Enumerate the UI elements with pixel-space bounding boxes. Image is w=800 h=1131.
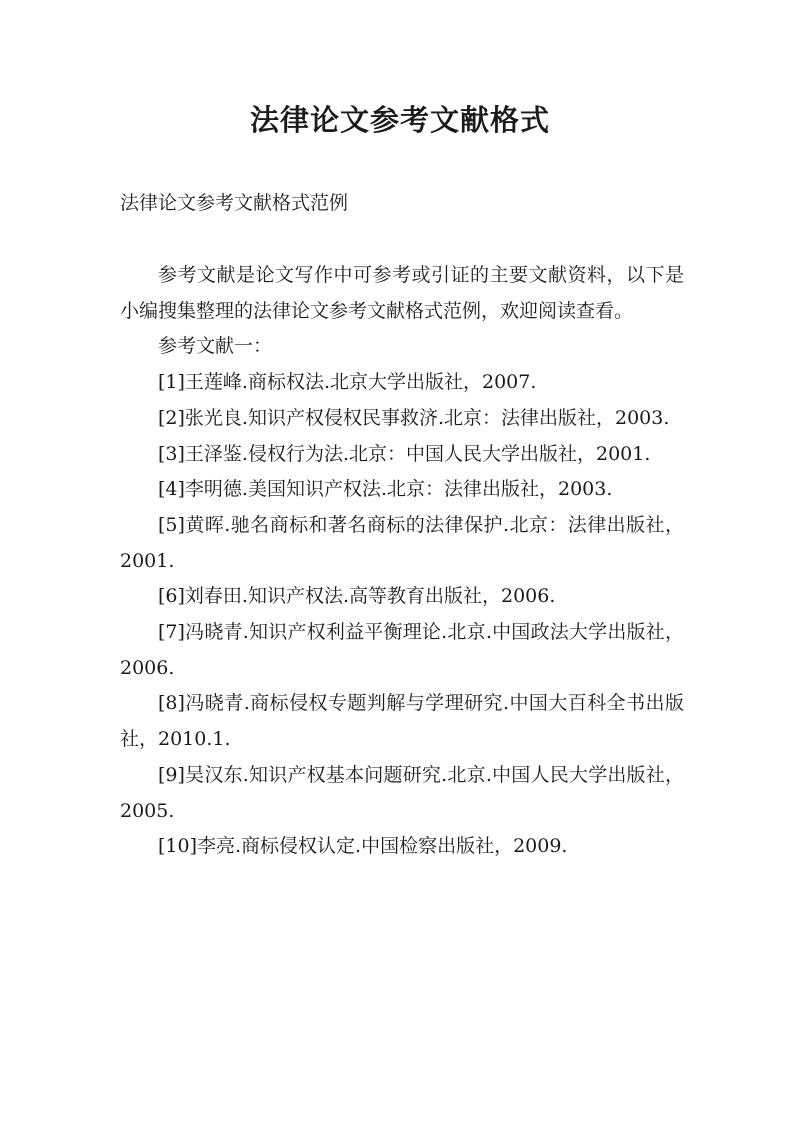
reference-item: [6]刘春田.知识产权法.高等教育出版社，2006.: [158, 585, 556, 608]
reference-item: [2]张光良.知识产权侵权民事救济.北京：法律出版社，2003.: [158, 406, 670, 429]
document-title: 法律论文参考文献格式: [249, 103, 550, 137]
document-subtitle: 法律论文参考文献格式范例: [120, 192, 349, 214]
reference-item: [5]黄晖.驰名商标和著名商标的法律保护.北京：法律出版社，2001.: [120, 513, 684, 572]
intro-paragraph: 参考文献是论文写作中可参考或引证的主要文献资料，以下是小编搜集整理的法律论文参考文献格式范例，欢迎阅读查看。: [120, 264, 684, 322]
document-body: [120, 258, 684, 865]
reference-item: [9]吴汉东.知识产权基本问题研究.北京.中国人民大学出版社，2005.: [120, 763, 684, 822]
reference-item: [4]李明德.美国知识产权法.北京：法律出版社，2003.: [158, 478, 613, 501]
reference-item: [7]冯晓青.知识产权利益平衡理论.北京.中国政法大学出版社，2006.: [120, 621, 684, 679]
reference-item: [3]王泽鉴.侵权行为法.北京：中国人民大学出版社，2001.: [158, 442, 651, 465]
reference-item: [1]王莲峰.商标权法.北京大学出版社，2007.: [158, 371, 537, 394]
reference-item: [10]李亮.商标侵权认定.中国检察出版社，2009.: [158, 835, 568, 858]
reference-item: [8]冯晓青.商标侵权专题判解与学理研究.中国大百科全书出版社，2010.1.: [120, 692, 684, 751]
section-heading: 参考文献一：: [158, 335, 273, 358]
